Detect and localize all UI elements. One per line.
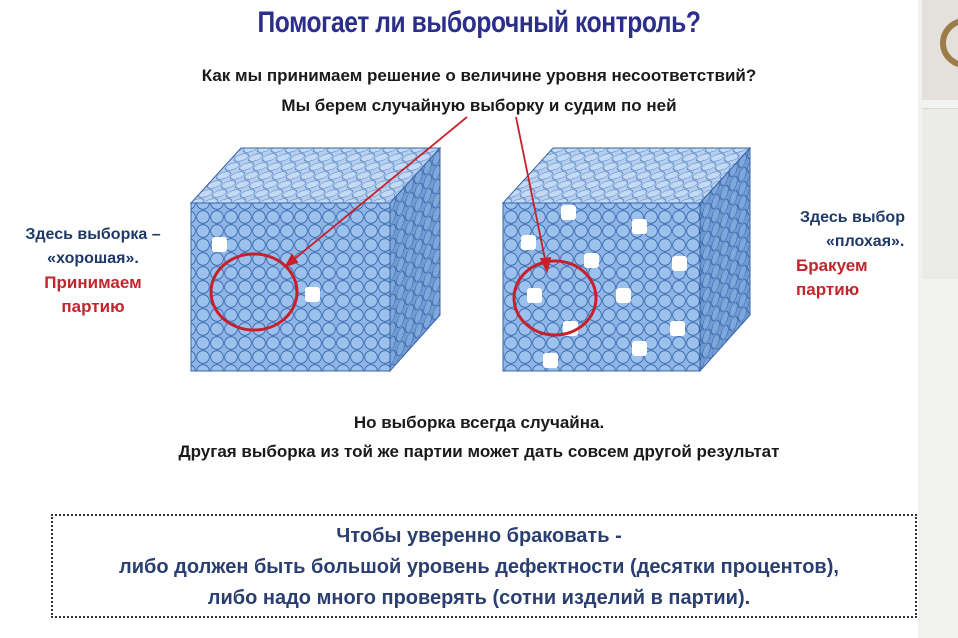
reject-verdict: Бракуем партию <box>796 256 868 299</box>
conclusion-line-2: либо должен быть большой уровень дефектности (десятки процентов), <box>119 556 839 578</box>
conclusion-line-1: Чтобы уверенно браковать - <box>336 525 622 547</box>
good-sample-label <box>4 223 182 319</box>
accept-verdict-line-2: партию <box>61 297 125 316</box>
note-line-2: Другая выборка из той же партии может дать совсем другой результат <box>178 442 780 461</box>
question-line-2: Мы берем случайную выборку и судим по ней <box>281 96 677 115</box>
bad-batch-cube <box>503 148 750 371</box>
accept-verdict-line-1: Принимаем <box>44 273 142 292</box>
good-sample-line-2: «хорошая». <box>47 250 139 267</box>
note-line-1: Но выборка всегда случайна. <box>353 413 605 432</box>
question-line-1: Как мы принимаем решение о величине уровня несоответствий? <box>201 66 757 85</box>
good-sample-line-1: Здесь выборка – <box>25 226 161 243</box>
bad-sample-line-2: «плохая». <box>826 233 905 250</box>
bad-sample-line-1: Здесь выбор <box>800 209 905 226</box>
conclusion-line-3: либо надо много проверять (сотни изделий в партии). <box>207 587 751 609</box>
slide-title: Помогает ли выборочный контроль? <box>257 6 701 39</box>
bad-sample-label <box>784 206 934 302</box>
good-batch-cube <box>191 148 440 371</box>
